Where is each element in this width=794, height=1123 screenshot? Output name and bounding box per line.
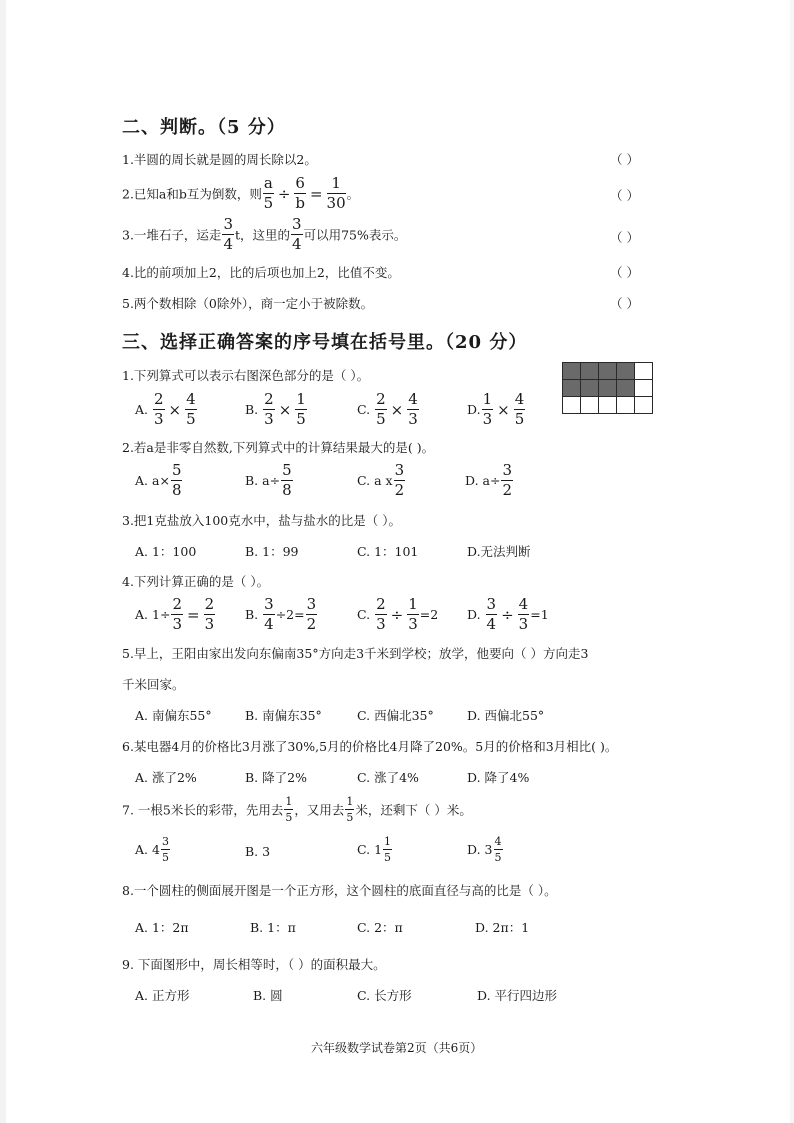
q4-option-b: B. $\frac{3}{4}$ ÷2= $\frac{3}{2}$: [245, 595, 317, 633]
q8-option-d: D. 2π：1: [475, 920, 530, 935]
choice-q7: 7. 一根5米长的彩带，先用去 $\frac{1}{5}$ ，又用去 $\frac{1}{5}$ 米，还剩下（ ）米。: [122, 795, 472, 824]
section3-title: 三、选择正确答案的序号填在括号里。（20 分）: [122, 332, 528, 353]
answer-paren-5: （ ）: [610, 296, 639, 311]
q1-option-b: B. $\frac{2}{3}$ × $\frac{1}{5}$: [245, 390, 306, 428]
grid-cell-shaded: [599, 380, 617, 397]
choice-q5-line2: 千米回家。: [122, 677, 185, 692]
grid-cell-shaded: [581, 363, 599, 380]
fraction: $\frac{3}{4}$: [292, 215, 302, 253]
fraction: $\frac{6}{b}$: [295, 174, 305, 212]
grid-cell-blank: [635, 397, 653, 414]
page-right-edge: [790, 0, 794, 1123]
page-footer: 六年级数学试卷第2页（共6页）: [311, 1041, 483, 1055]
operator: ÷: [277, 184, 291, 203]
q3-option-c: C. 1：101: [357, 544, 419, 559]
grid-cell-shaded: [563, 380, 581, 397]
q5-option-d: D. 西偏北55°: [467, 708, 545, 723]
answer-paren-3: （ ）: [610, 230, 639, 245]
q8-option-c: C. 2：π: [357, 920, 403, 935]
answer-paren-4: （ ）: [610, 265, 639, 280]
q1-option-c: C. $\frac{2}{5}$ × $\frac{4}{3}$: [357, 390, 418, 428]
choice-q9: 9. 下面图形中，周长相等时，（ ）的面积最大。: [122, 957, 386, 972]
q7-option-d: D. 3 $\frac{4}{5}$: [467, 835, 502, 864]
grid-cell-shaded: [563, 363, 581, 380]
grid-cell-blank: [563, 397, 581, 414]
judge-q2: [122, 176, 359, 211]
q8-option-a: A. 1：2π: [135, 920, 189, 935]
q2-option-c: C. a x $\frac{3}{2}$: [357, 461, 405, 499]
grid-cell-shaded: [599, 363, 617, 380]
q7-option-a: A. 4 $\frac{3}{5}$: [135, 835, 169, 864]
answer-paren-1: （ ）: [610, 152, 639, 167]
q7-option-c: C. 1 $\frac{1}{5}$: [357, 835, 392, 864]
operator: =: [309, 184, 323, 203]
q2-option-d: D. a÷ $\frac{3}{2}$: [465, 461, 513, 499]
q9-option-d: D. 平行四边形: [477, 988, 558, 1003]
grid-row: [563, 397, 653, 414]
judge-q5: 5.两个数相除（0除外），商一定小于被除数。: [122, 296, 374, 311]
q3-option-b: B. 1：99: [245, 544, 299, 559]
fraction: $\frac{a}{5}$: [263, 174, 274, 212]
judge-q3-text: 3.一堆石子，运走: [122, 227, 222, 243]
q6-option-b: B. 降了2%: [245, 770, 307, 785]
choice-q1: 1.下列算式可以表示右图深色部分的是（ ）。: [122, 368, 370, 383]
judge-q3-end: 可以用75%表示。: [303, 227, 407, 243]
q4-option-a: A. 1÷ $\frac{2}{3}$ = $\frac{2}{3}$: [135, 595, 215, 633]
q6-option-d: D. 降了4%: [467, 770, 530, 785]
q2-option-a: A. a× $\frac{5}{8}$: [135, 461, 182, 499]
q4-option-d: D. $\frac{3}{4}$ ÷ $\frac{4}{3}$ =1: [467, 595, 549, 633]
q9-option-c: C. 长方形: [357, 988, 412, 1003]
grid-cell-shaded: [581, 380, 599, 397]
page-left-edge: [0, 0, 6, 1123]
judge-q2-end: 。: [346, 186, 360, 202]
q3-option-a: A. 1：100: [135, 544, 197, 559]
q3-option-d: D.无法判断: [467, 544, 531, 559]
q8-option-b: B. 1：π: [250, 920, 296, 935]
choice-q3: 3.把1克盐放入100克水中，盐与盐水的比是（ ）。: [122, 513, 401, 528]
shaded-grid-figure: [562, 362, 653, 414]
q5-option-b: B. 南偏东35°: [245, 708, 322, 723]
judge-q1: 1.半圆的周长就是圆的周长除以2。: [122, 152, 317, 167]
choice-q2: 2.若a是非零自然数,下列算式中的计算结果最大的是( )。: [122, 440, 435, 455]
q2-option-b: B. a÷ $\frac{5}{8}$: [245, 461, 292, 499]
grid-cell-blank: [635, 380, 653, 397]
choice-q8: 8.一个圆柱的侧面展开图是一个正方形，这个圆柱的底面直径与高的比是（ ）。: [122, 883, 557, 898]
judge-q2-text: 2.已知a和b互为倒数，则: [122, 186, 262, 202]
q7-option-b: B. 3: [245, 844, 271, 859]
answer-paren-2: （ ）: [610, 188, 639, 203]
q5-option-c: C. 西偏北35°: [357, 708, 434, 723]
fraction: $\frac{3}{4}$: [223, 215, 233, 253]
judge-q4: 4.比的前项加上2，比的后项也加上2，比值不变。: [122, 265, 400, 280]
q9-option-a: A. 正方形: [135, 988, 190, 1003]
q9-option-b: B. 圆: [253, 988, 283, 1003]
grid-cell-blank: [635, 363, 653, 380]
grid-cell-blank: [581, 397, 599, 414]
choice-q6: 6.某电器4月的价格比3月涨了30%,5月的价格比4月降了20%。5月的价格和3月相比( )。: [122, 739, 618, 754]
grid-cell-blank: [599, 397, 617, 414]
q1-option-d: D. $\frac{1}{3}$ × $\frac{4}{5}$: [467, 390, 525, 428]
choice-q4: 4.下列计算正确的是（ ）。: [122, 574, 270, 589]
fraction: $\frac{1}{30}$: [326, 174, 346, 212]
grid-row: [563, 363, 653, 380]
q5-option-a: A. 南偏东55°: [135, 708, 212, 723]
judge-q3-mid: t，这里的: [234, 227, 291, 243]
grid-cell-blank: [617, 397, 635, 414]
grid-cell-shaded: [617, 380, 635, 397]
q6-option-a: A. 涨了2%: [135, 770, 197, 785]
grid-cell-shaded: [617, 363, 635, 380]
q4-option-c: C. $\frac{2}{3}$ ÷ $\frac{1}{3}$ =2: [357, 595, 439, 633]
judge-q3: [122, 217, 406, 252]
grid-row: [563, 380, 653, 397]
q6-option-c: C. 涨了4%: [357, 770, 419, 785]
choice-q5-line1: 5.早上，王阳由家出发向东偏南35°方向走3千米到学校；放学，他要向（ ）方向走3: [122, 646, 589, 661]
section2-title: 二、判断。（5 分）: [122, 117, 286, 138]
q1-option-a: A. $\frac{2}{3}$ × $\frac{4}{5}$: [135, 390, 196, 428]
